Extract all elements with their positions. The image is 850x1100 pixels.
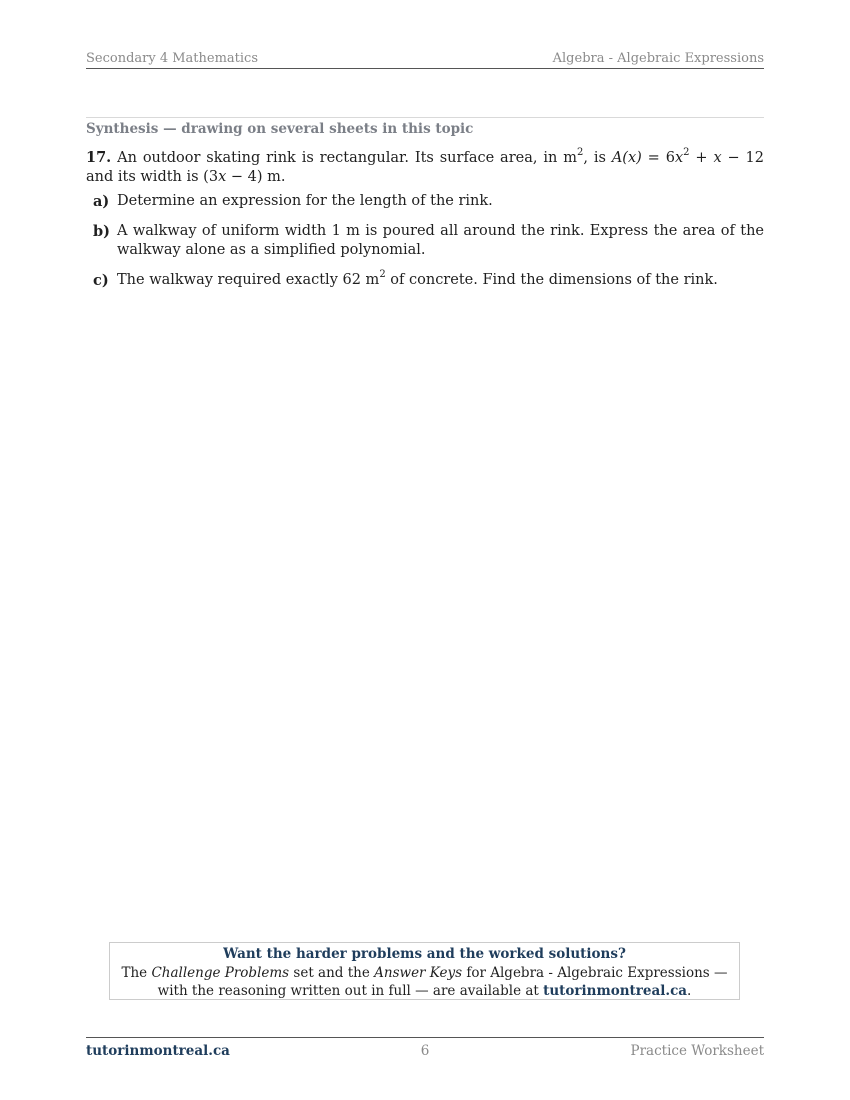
worksheet-type: Practice Worksheet — [630, 1043, 764, 1059]
part-a — [86, 192, 764, 211]
challenge-problems-label: Challenge Problems — [151, 965, 290, 981]
part-label: b) — [93, 223, 110, 240]
solutions-promo-box — [109, 942, 740, 1000]
topic-title: Algebra - Algebraic Expressions — [552, 51, 764, 66]
area-function: A(x) — [611, 150, 642, 166]
part-label: a) — [93, 193, 110, 210]
footer-site-link[interactable]: tutorinmontreal.ca — [86, 1043, 230, 1059]
part-b — [86, 222, 764, 260]
problem-text: An outdoor skating rink is rectangular. Its surface area, in $m^2$, is $A(x) = 6x^2 + x - 12$ and its width is (3x − 4) m. — [86, 147, 765, 185]
answer-keys-label: Answer Keys — [374, 965, 463, 981]
section-divider — [86, 117, 764, 118]
problem-number: 17. — [86, 149, 112, 166]
page-header — [86, 50, 764, 69]
problem-17 — [86, 148, 764, 187]
part-text: Determine an expression for the length of the rink. — [117, 193, 493, 209]
part-text: The walkway required exactly 62 $m^2$ of concrete. Find the dimensions of the rink. — [117, 269, 718, 288]
section-title: Synthesis — drawing on several sheets in this topic — [86, 121, 474, 137]
part-label: c) — [93, 272, 109, 289]
promo-text: The Challenge Problems set and the Answer Keys for Algebra - Algebraic Expressions — with the reasoning written out in full — are available at tutorinmontreal.ca. — [121, 965, 728, 999]
part-text: A walkway of uniform width 1 m is poured all around the rink. Express the area of the walkway alone as a simplified polynomial. — [117, 223, 764, 258]
page-number: 6 — [420, 1043, 430, 1059]
page-footer — [86, 1043, 764, 1061]
promo-title: Want the harder problems and the worked solutions? — [223, 946, 626, 962]
course-title: Secondary 4 Mathematics — [86, 51, 259, 66]
promo-site-link[interactable]: tutorinmontreal.ca — [543, 983, 688, 999]
footer-divider — [86, 1037, 764, 1038]
part-c — [86, 271, 764, 290]
